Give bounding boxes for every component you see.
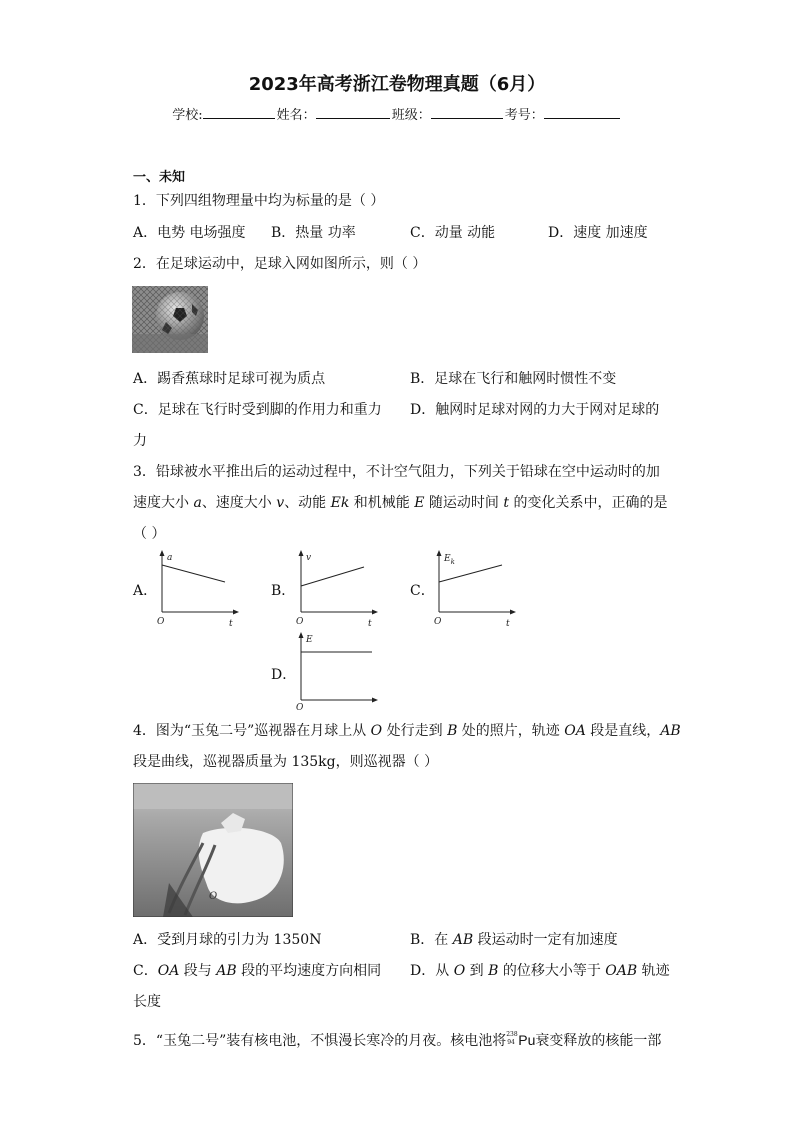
q3-graph-c [432, 550, 522, 628]
graph-b-origin: O [296, 617, 304, 627]
graph-d-x-arrow [372, 698, 378, 703]
graph-c-x-label: t [506, 619, 510, 629]
q4-stem-line2: 段是曲线，巡视器质量为 135kg，则巡视器（ ） [133, 754, 439, 770]
q3-stem-line1: 3．铅球被水平推出后的运动过程中，不计空气阻力，下列关于铅球在空中运动时的加 [133, 464, 660, 480]
school-label: 学校: [172, 108, 203, 123]
class-blank[interactable] [431, 106, 503, 119]
q4-option-d-continued: 长度 [133, 994, 161, 1010]
q2-option-c: C．足球在飞行时受到脚的作用力和重力 [133, 402, 382, 418]
graph-b-y-label: v [306, 553, 312, 563]
graph-c-line [439, 565, 502, 582]
isotope-notation: 238 94 [506, 1031, 518, 1046]
graph-b-y-arrow [299, 550, 304, 556]
section-heading: 一、未知 [133, 170, 186, 185]
q3-option-c-label: C． [410, 583, 435, 599]
q3-graph-b [294, 550, 384, 628]
q4-option-a: A．受到月球的引力为 1350N [133, 932, 322, 948]
q3-stem-line2: 速度大小 a、速度大小 v、动能 Ek 和机械能 E 随运动时间 t 的变化关系中，正确的是 [133, 495, 668, 511]
q4-stem-line1: 4．图为“玉兔二号”巡视器在月球上从 O 处行走到 B 处的照片，轨迹 OA 段是直线，AB [133, 723, 681, 739]
q2-option-d: D．触网时足球对网的力大于网对足球的 [410, 402, 660, 418]
q3-option-b-label: B． [271, 583, 296, 599]
q1-option-c: C．动量 动能 [410, 225, 496, 241]
graph-b-line [301, 567, 364, 586]
q1-option-d: D．速度 加速度 [548, 225, 648, 241]
graph-c-x-arrow [510, 610, 516, 615]
student-info-line [0, 104, 794, 123]
q3-stem-line3: （ ） [133, 526, 166, 542]
name-blank[interactable] [316, 106, 390, 119]
graph-a-x-arrow [233, 610, 239, 615]
soccer-net-photo [132, 286, 208, 353]
q3-option-a-label: A． [133, 583, 158, 599]
q4-option-d: D．从 O 到 B 的位移大小等于 OAB 轨迹 [410, 963, 670, 979]
graph-b-x-arrow [372, 610, 378, 615]
graph-a-x-label: t [229, 619, 233, 629]
graph-a-origin: O [157, 617, 165, 627]
q1-option-a: A．电势 电场强度 [133, 225, 246, 241]
photo-point-o-label: O [209, 891, 218, 902]
q3-option-d-label: D． [271, 667, 297, 683]
graph-c-origin: O [434, 617, 442, 627]
q1-option-b: B．热量 功率 [271, 225, 356, 241]
exam-no-blank[interactable] [544, 106, 620, 119]
graph-d-y-arrow [299, 632, 304, 638]
exam-no-label: 考号： [504, 108, 544, 123]
class-label: 班级： [391, 108, 431, 123]
q5-stem-line1: 5．“玉兔二号”装有核电池，不惧漫长寒冷的月夜。核电池将 238 94 Pu衰变释放的核能一部 [133, 1031, 662, 1049]
graph-c-y-label: $E_k$ [444, 554, 455, 566]
q4-option-c: C．OA 段与 AB 段的平均速度方向相同 [133, 963, 382, 979]
graph-d-origin: O [296, 703, 304, 713]
graph-c-y-arrow [437, 550, 442, 556]
graph-a-y-arrow [160, 550, 165, 556]
q2-option-b: B．足球在飞行和触网时惯性不变 [410, 371, 617, 387]
school-blank[interactable] [203, 106, 275, 119]
graph-b-x-label: t [368, 619, 372, 629]
q4-option-b: B．在 AB 段运动时一定有加速度 [410, 932, 618, 948]
rover-track-photo [133, 783, 293, 917]
name-label: 姓名： [276, 108, 316, 123]
q2-stem: 2．在足球运动中，足球入网如图所示，则（ ） [133, 256, 427, 272]
graph-a-y-label: a [167, 553, 173, 563]
q3-graph-d [294, 632, 384, 713]
q2-option-a: A．踢香蕉球时足球可视为质点 [133, 371, 326, 387]
q2-option-d-continued: 力 [133, 433, 147, 449]
graph-a-line [162, 565, 225, 582]
graph-d-y-label: E [306, 635, 313, 645]
q1-stem: 1．下列四组物理量中均为标量的是（ ） [133, 193, 385, 209]
page-title: 2023年高考浙江卷物理真题（6月） [248, 74, 546, 95]
q3-graph-a [155, 550, 245, 628]
